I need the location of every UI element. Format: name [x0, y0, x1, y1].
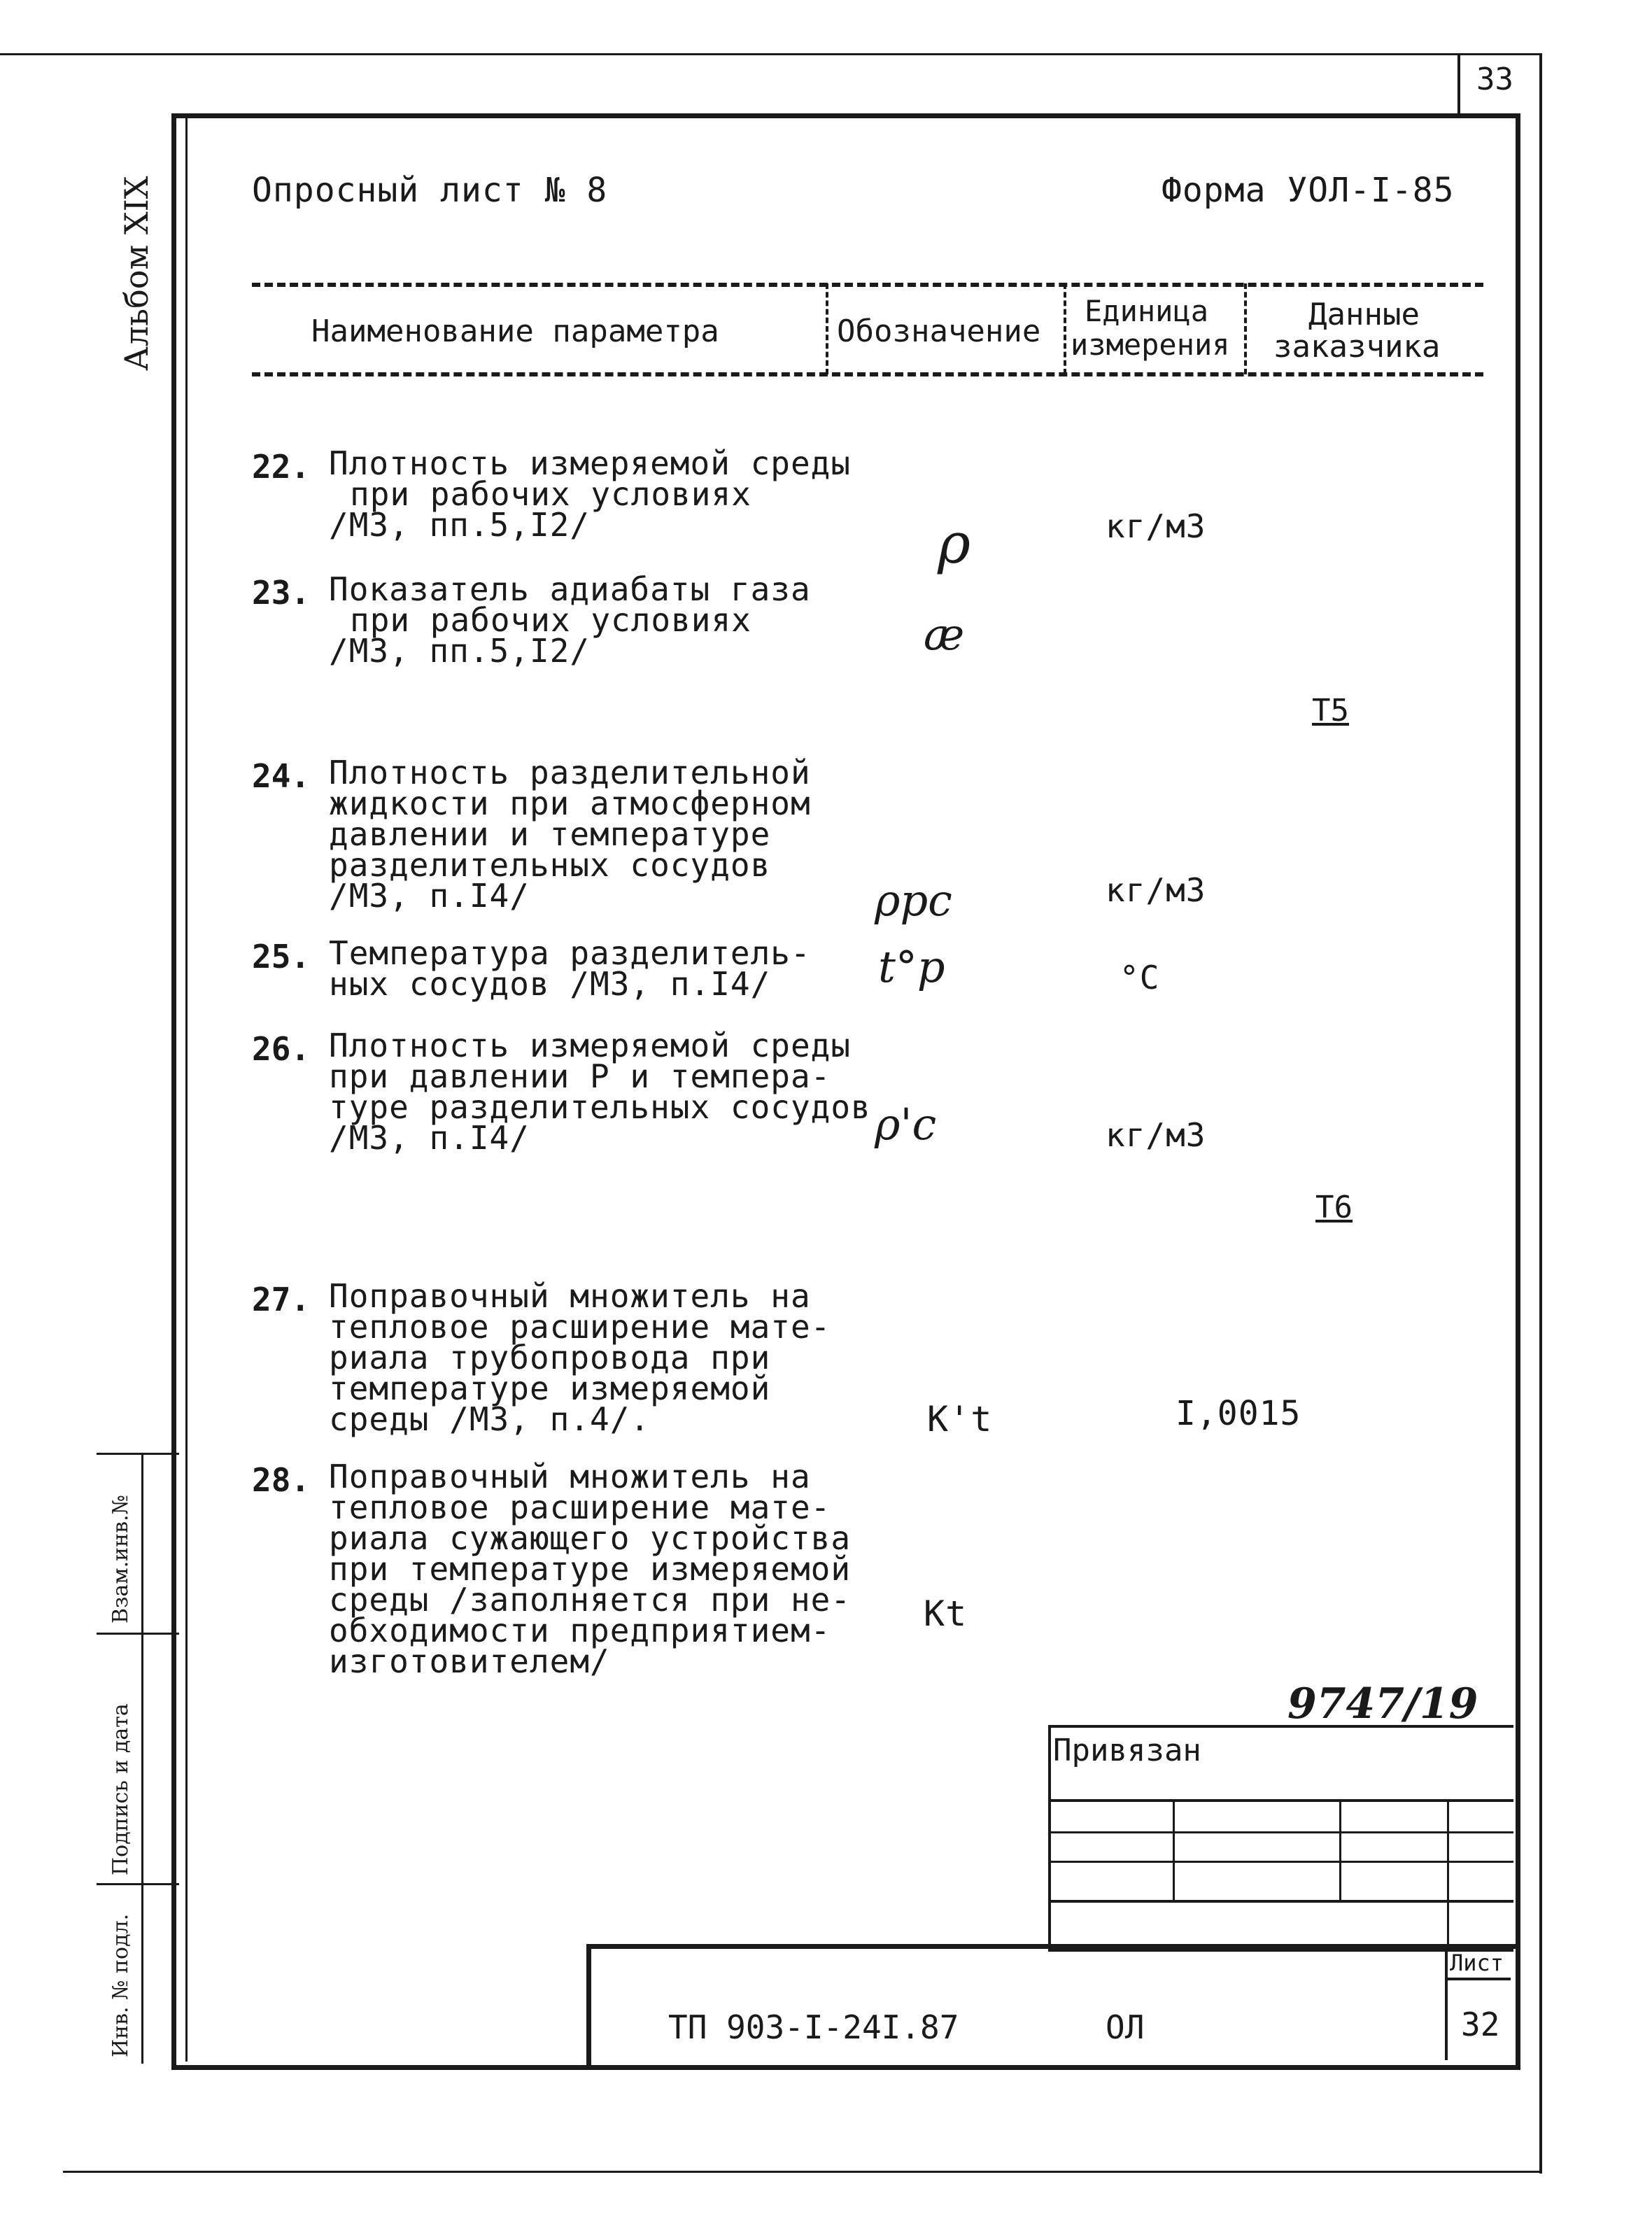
item-22-line2: при рабочих условиях: [350, 475, 751, 513]
item-28-line5: среды /заполняется при не-: [329, 1581, 852, 1619]
item-28-line6: обходимости предприятием-: [329, 1612, 831, 1649]
title-box: [586, 1944, 1516, 2065]
sheet-corner-number: 33: [1476, 62, 1513, 97]
item-28-line2: тепловое расширение мате-: [329, 1488, 831, 1526]
item-22-symbol: ρ: [938, 511, 971, 576]
item-28-symbol: Кt: [924, 1593, 968, 1634]
item-27-symbol: К't: [927, 1399, 993, 1439]
item-24-unit: кг/м3: [1106, 871, 1206, 909]
item-24-number: 24.: [252, 757, 311, 795]
item-27-line1: Поправочный множитель на: [329, 1277, 811, 1315]
item-26-unit: кг/м3: [1106, 1116, 1206, 1154]
sheet-label: Лист: [1450, 1950, 1504, 1976]
item-24-line2: жидкости при атмосферном: [329, 784, 811, 822]
doc-type: ОЛ: [1106, 2008, 1145, 2046]
item-28-line4: при температуре измеряемой: [329, 1550, 852, 1588]
item-28-line7: изготовителем/: [329, 1642, 610, 1680]
item-27-line4: температуре измеряемой: [329, 1369, 771, 1407]
item-23-line2: при рабочих условиях: [350, 601, 751, 639]
col-unit-line1: Единица: [1085, 294, 1209, 328]
item-28-line1: Поправочный множитель на: [329, 1458, 811, 1495]
item-23-symbol: æ: [924, 609, 965, 660]
item-28-line3: риала сужающего устройства: [329, 1519, 852, 1557]
item-25-line1: Температура разделитель-: [329, 934, 811, 972]
col-unit-line2: измерения: [1071, 327, 1230, 362]
handwritten-number: 9747/19: [1287, 1679, 1478, 1728]
item-25-symbol: t°р: [878, 941, 945, 992]
bottom-rule: [63, 2171, 1539, 2173]
item-25-line2: ных сосудов /М3, п.I4/: [329, 965, 771, 1003]
side-inv-label: Инв. № подл.: [108, 1913, 133, 2057]
corner-box-right: [1539, 53, 1542, 2174]
item-26-line1: Плотность измеряемой среды: [329, 1027, 852, 1064]
questionnaire-title: Опросный лист № 8: [252, 171, 608, 210]
item-25-unit: °С: [1120, 959, 1160, 996]
item-26-line3: туре разделительных сосудов: [329, 1088, 871, 1126]
col-data-line1: Данные: [1308, 297, 1420, 332]
item-22-line3: /М3, пп.5,I2/: [329, 506, 591, 544]
col-symbol: Обозначение: [837, 314, 1041, 349]
item-24-line1: Плотность разделительной: [329, 754, 811, 791]
item-27-value: I,0015: [1176, 1394, 1301, 1433]
item-27-line5: среды /М3, п.4/.: [329, 1400, 651, 1438]
table-mark-t5: Т5: [1312, 693, 1349, 728]
item-24-symbol: ρрс: [875, 875, 952, 926]
top-rule: [0, 53, 1539, 55]
item-27-line3: риала трубопровода при: [329, 1339, 771, 1376]
header-top-dashes: [252, 283, 1483, 287]
item-25-number: 25.: [252, 938, 311, 975]
item-23-number: 23.: [252, 574, 311, 612]
frame-inner-left: [185, 118, 188, 2062]
item-26-symbol: ρ'с: [875, 1099, 937, 1150]
item-26-line2: при давлении Р и темпера-: [329, 1057, 831, 1095]
bound-label: Привязан: [1053, 1733, 1201, 1768]
corner-box-left: [1457, 53, 1460, 118]
header-bottom-dashes: [252, 372, 1483, 376]
side-vzam-label: Взам.инв.№: [108, 1495, 133, 1623]
item-26-line4: /М3, п.I4/: [329, 1119, 530, 1157]
item-22-line1: Плотность измеряемой среды: [329, 444, 852, 482]
item-24-line5: /М3, п.I4/: [329, 877, 530, 915]
item-28-number: 28.: [252, 1461, 311, 1499]
side-podpis-label: Подпись и дата: [108, 1703, 133, 1875]
form-code: Форма УОЛ-I-85: [1162, 171, 1455, 210]
col-data-line2: заказчика: [1273, 329, 1441, 365]
item-24-line4: разделительных сосудов: [329, 846, 771, 884]
item-23-line3: /М3, пп.5,I2/: [329, 632, 591, 670]
sheet-number: 32: [1461, 2006, 1500, 2043]
item-23-line1: Показатель адиабаты газа: [329, 570, 811, 608]
item-27-number: 27.: [252, 1281, 311, 1318]
table-mark-t6: Т6: [1315, 1190, 1353, 1225]
item-24-line3: давлении и температуре: [329, 815, 771, 853]
album-label: Альбом XIX: [118, 176, 155, 371]
item-22-number: 22.: [252, 448, 311, 486]
item-22-unit: кг/м3: [1106, 507, 1206, 545]
col-name: Наименование параметра: [311, 314, 719, 349]
item-27-line2: тепловое расширение мате-: [329, 1308, 831, 1346]
doc-code: ТП 903-I-24I.87: [668, 2008, 959, 2046]
item-26-number: 26.: [252, 1030, 311, 1068]
